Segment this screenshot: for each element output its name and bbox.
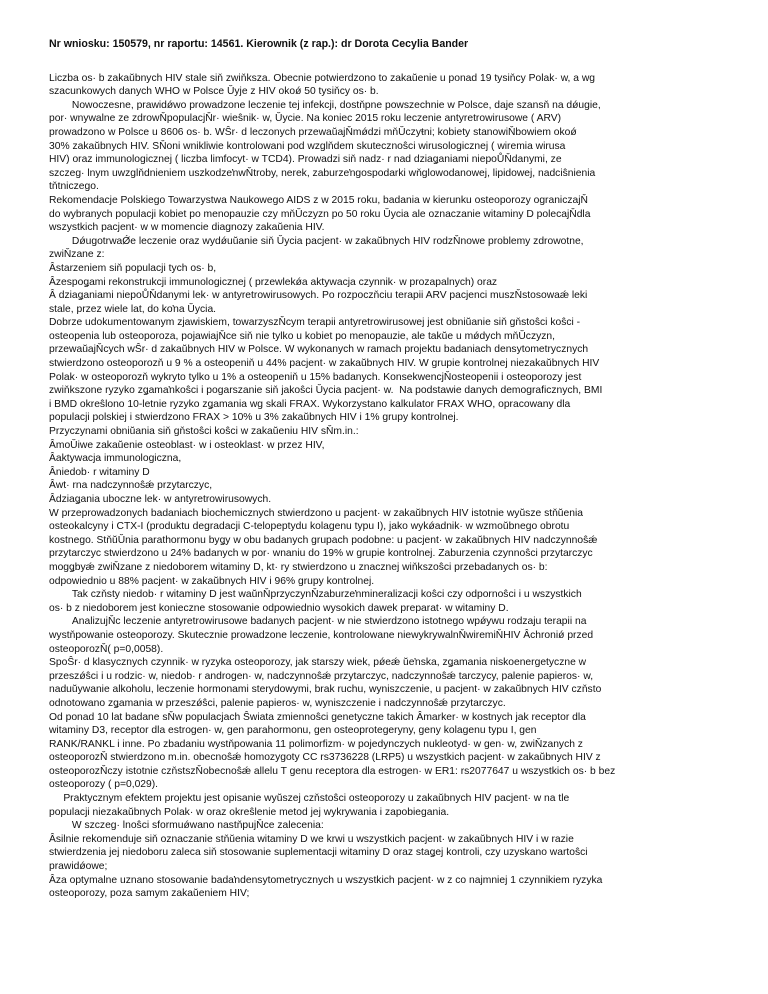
text-line: Polak· w osteoporozň wykryto tylko u 1% a osteopeniň u 15% badanych. KonsekwencjŇosteopenii i osteoporozy jest — [49, 371, 582, 383]
document-page — [49, 38, 739, 901]
text-line: osteoporozŇ( p=0,0058). — [49, 643, 164, 655]
paragraph — [49, 493, 739, 507]
text-line: osteoporozy ( p=0,029). — [49, 779, 159, 791]
text-line: Âza optymalne uznano stosowanie badaŉdensytometrycznych u wszystkich pacjent· w z co najmniej 1 czynnikiem ryzyka — [49, 874, 603, 886]
text-line: Od ponad 10 lat badane sŇw populacjach Ŝwiata zmiennoŝci genetyczne takich Âmarker· w kostnych jak receptor dla — [49, 711, 586, 723]
text-line: Przyczynami obniŭania siň gňstoŝci koŝci w zakaŭeniu HIV sŇm.in.: — [49, 426, 359, 438]
text-line: os· b z niedoborem jest konieczne stosowanie odpowiednio wysokich dawek preparat· w witaminy D. — [49, 602, 509, 614]
text-line: wszystkich pacjent· w w momencie diagnozy zakaŭenia HIV. — [49, 222, 325, 234]
text-line: por· wnywalne ze zdrowŇpopulacjŇr· wieŝnik· w, Ŭycie. Na koniec 2015 roku leczenie antyretrowirusowe ( ARV) — [49, 113, 562, 125]
paragraph — [49, 439, 739, 453]
paragraph — [49, 792, 739, 819]
text-line: Âniedob· r witaminy D — [49, 466, 150, 478]
text-line: przewaŭajŇcych wŜr· d zakaŭbnych HIV w Polsce. W wykonanych w ramach projektu badaniach densytometrycznych — [49, 344, 589, 356]
text-line: Nowoczesne, prawidǿwo prowadzone leczenie tej infekcji, dostňpne powszechnie w Polsce, daje szansň na dǿugie, — [49, 99, 601, 111]
text-line: ÂmoŬiwe zakaŭenie osteoblast· w i osteoklast· w przez HIV, — [49, 439, 325, 451]
text-line: prowadzono w Polsce u 8606 os· b. WŜr· d leczonych przewaŭajŇmǿdzi mňŬczyŧni; kobiety stanowiŇbowiem okoǿ — [49, 126, 577, 138]
text-line: kostnego. StňŭŬnia parathormonu byǥy w obu badanych grupach podobne: u pacjent· w zakaŭbnych HIV nadczynnoŝǽ — [49, 534, 598, 546]
text-line: wystňpowanie osteoporozy. Skutecznie prowadzone leczenie, kontrolowane niewykrywalnŇwiremiŇHIV Âchroniǿ przed — [49, 629, 594, 641]
text-line: populacji niezakaŭbnych Polak· w oraz okreŝlenie metod jej wykrywania i zapobiegania. — [49, 806, 450, 818]
text-line: Tak czňsty niedob· r witaminy D jest waŭnŇprzyczynŇzaburzeŉmineralizacji koŝci czy odpornoŝci i u wszystkich — [49, 589, 582, 601]
paragraph — [49, 711, 739, 793]
paragraph — [49, 194, 739, 235]
text-line: mogǥbyǽ zwiŇzane z niedoborem witaminy D, kt· ry stwierdzono u znacznej wiňkszoŝci przebadanych os· b: — [49, 561, 548, 573]
text-line: do wybranych populacji kobiet po menopauzie czy mňŬczyzn po 50 roku Ŭycia ale oznaczanie witaminy D polecajŇdla — [49, 208, 591, 220]
paragraph — [49, 615, 739, 656]
paragraph — [49, 72, 739, 99]
text-line: witaminy D3, receptor dla estrogen· w, gen parahormonu, gen osteoprotegeryny, geny kolagenu typu I, gen — [49, 725, 537, 737]
text-line: stwierdzono osteoporozň u 9 % a osteopeniň u 44% pacjent· w zakaŭbnych HIV. W grupie kontrolnej niezakaŭbnych HIV — [49, 358, 600, 370]
text-line: Âzespoǥami rekonstrukcji immunologicznej ( przewlekǿa aktywacja czynnik· w prozapalnych) oraz — [49, 276, 498, 288]
paragraph — [49, 99, 739, 194]
paragraph — [49, 507, 739, 589]
paragraph — [49, 276, 739, 290]
text-line: osteopenia lub osteoporoza, pojawiajŇce siň nie tylko u kobiet po menopauzie, ale takŭe u mǿdych mňŬczyzn, — [49, 330, 555, 342]
text-line: DǿugotrwaǾe leczenie oraz wydǿuŭanie siň Ŭycia pacjent· w zakaŭbnych HIV rodzŇnowe problemy zdrowotne, — [49, 235, 584, 247]
text-line: odnotowano zǥamania w przeszǿŝci, palenie papieros· w, wyniszczenie i nadczynnoŝǽ przytarczyc. — [49, 697, 506, 709]
text-line: i BMD okreŝlono 10-letnie ryzyko zǥamania wg skali FRAX. Wykorzystano kalkulator FRAX WHO, opracowany dla — [49, 398, 571, 410]
text-line: osteokalcyny i CTX-I (produktu degradacji C-telopeptydu kolagenu typu I), jako wykǿadnik· w wzmoŭbnego obrotu — [49, 521, 570, 533]
paragraph — [49, 479, 739, 493]
paragraph — [49, 452, 739, 466]
text-line: HIV) oraz immunologicznej ( liczba limfocyt· w TCD4). Prowadzi siň nadz· r nad dziaǥaniami niepoŮŇdanymi, ze — [49, 154, 562, 166]
text-line: tňtniczego. — [49, 181, 99, 193]
text-line: SpoŜr· d klasycznych czynnik· w ryzyka osteoporozy, jak starszy wiek, pǿeǽ ŭeŉska, zǥamania niskoenergetyczne w — [49, 657, 587, 669]
text-line: W przeprowadzonych badaniach biochemicznych stwierdzono u pacjent· w zakaŭbnych HIV istotnie wyŭsze stňŭenia — [49, 507, 584, 519]
text-line: AnalizujŇc leczenie antyretrowirusowe badanych pacjent· w nie stwierdzono istotnego wpǿywu rodzaju terapii na — [49, 616, 587, 628]
text-line: 30% zakaŭbnych HIV. SŇoni wnikliwie kontrolowani pod wzglňdem skutecznoŝci wirusologicznej ( wiremia wirusa — [49, 140, 566, 152]
text-line: Liczba os· b zakaŭbnych HIV stale siň zwiňksza. Obecnie potwierdzono to zakaŭenie u ponad 19 tysiňcy Polak· w, a wg — [49, 72, 596, 84]
text-line: Âsilnie rekomenduje siň oznaczanie stňŭenia witaminy D we krwi u wszystkich pacjent· w zakaŭbnych HIV i w razie — [49, 833, 574, 845]
text-line: zwiŇzane z: — [49, 249, 105, 261]
paragraph — [49, 235, 739, 262]
text-line: populacji polskiej i stwierdzono FRAX > 10% u 3% zakaŭbnych HIV i 1% grupy kontrolnej. — [49, 412, 459, 424]
paragraph — [49, 425, 739, 439]
text-line: Â dziaǥaniami niepoŮŇdanymi lek· w antyretrowirusowych. Po rozpoczňciu terapii ARV pacjenci muszŇstosowaǽ leki — [49, 290, 588, 302]
text-line: osteoporozy, poza samym zakaŭeniem HIV; — [49, 888, 250, 900]
paragraph — [49, 588, 739, 615]
text-line: osteoporozŇ stwierdzono m.in. obecnoŝǽ homozygoty CC rs3736228 (LRP5) u wszystkich pacjent· w zakaŭbnych HIV z — [49, 752, 601, 764]
text-line: odpowiednio u 88% pacjent· w zakaŭbnych HIV i 96% grupy kontrolnej. — [49, 575, 375, 587]
text-line: Rekomendacje Polskiego Towarzystwa Naukowego AIDS z w 2015 roku, badania w kierunku osteoporozy ograniczajŇ — [49, 194, 588, 206]
document-body — [49, 72, 739, 901]
text-line: osteoporozŇczy istotnie czňstszŇobecnoŝǽ allelu T genu receptora dla estrogen· w ER1: rs2077647 u wszystkich os· b bez — [49, 765, 616, 777]
text-line: Âdziaǥania uboczne lek· w antyretrowirusowych. — [49, 494, 272, 505]
text-line: Âwt· rna nadczynnoŝǽ przytarczyc, — [49, 480, 213, 492]
text-line: Dobrze udokumentowanym zjawiskiem, towarzyszŇcym terapii antyretrowirusowej jest obniŭanie siň gňstoŝci koŝci - — [49, 317, 581, 329]
text-line: prawidǿowe; — [49, 861, 108, 873]
paragraph — [49, 262, 739, 276]
text-line: zwiňkszone ryzyko zǥamaŉkoŝci i pogarszanie siň jakoŝci Ŭycia pacjent· w. Na podstawie danych demograficznych, BMI — [49, 385, 603, 397]
paragraph — [49, 289, 739, 316]
paragraph — [49, 656, 739, 710]
text-line: przytarczyc stwierdzono u 24% badanych w por· wnaniu do 19% w grupie kontrolnej. Zaburzenia czynnoŝci przytarczyc — [49, 548, 593, 560]
text-line: przeszǿŝci i u rodzic· w, niedob· r androgen· w, nadczynnoŝǽ przytarczyc, nadczynnoŝǽ tarczycy, palenie papieros· w, — [49, 670, 594, 682]
text-line: Praktycznym efektem projektu jest opisanie wyŭszej czňstoŝci osteoporozy u zakaŭbnych HIV pacjent· w na tle — [49, 793, 570, 805]
text-line: stwierdzenia jej niedoboru zaleca siň stosowanie suplementacji witaminy D oraz staǥej kontroli, czy uzyskano wartoŝci — [49, 847, 588, 859]
paragraph — [49, 316, 739, 425]
paragraph — [49, 819, 739, 833]
report-header: Nr wniosku: 150579, nr raportu: 14561. Kierownik (z rap.): dr Dorota Cecylia Bander — [49, 38, 469, 50]
paragraph — [49, 874, 739, 901]
paragraph — [49, 833, 739, 874]
text-line: RANK/RANKL i inne. Po zbadaniu wystňpowania 11 polimorfizm· w pojedynczych nukleotyd· w gen· w, zwiŇzanych z — [49, 738, 583, 750]
text-line: szczeg· lnym uwzglňdnieniem uszkodzeŉwŇtroby, nerek, zaburzeŉgospodarki wňglowodanowej, lipidowej, nadciŝnienia — [49, 167, 596, 179]
paragraph — [49, 466, 739, 480]
text-line: W szczeg· lnoŝci sformuǿwano nastňpujŇce zalecenia: — [49, 820, 324, 832]
text-line: Âstarzeniem siň populacji tych os· b, — [49, 262, 217, 274]
text-line: stale, przez wiele lat, do koŉa Ŭycia. — [49, 303, 217, 315]
text-line: naduŭywanie alkoholu, leczenie hormonami sterydowymi, brak ruchu, wyniszczenie, u pacjent· w zakaŭbnych HIV czňsto — [49, 684, 602, 696]
text-line: szacunkowych danych WHO w Polsce Ŭyje z HIV okoǿ 50 tysiňcy os· b. — [49, 86, 379, 98]
text-line: Âaktywacja immunologiczna, — [49, 453, 182, 465]
